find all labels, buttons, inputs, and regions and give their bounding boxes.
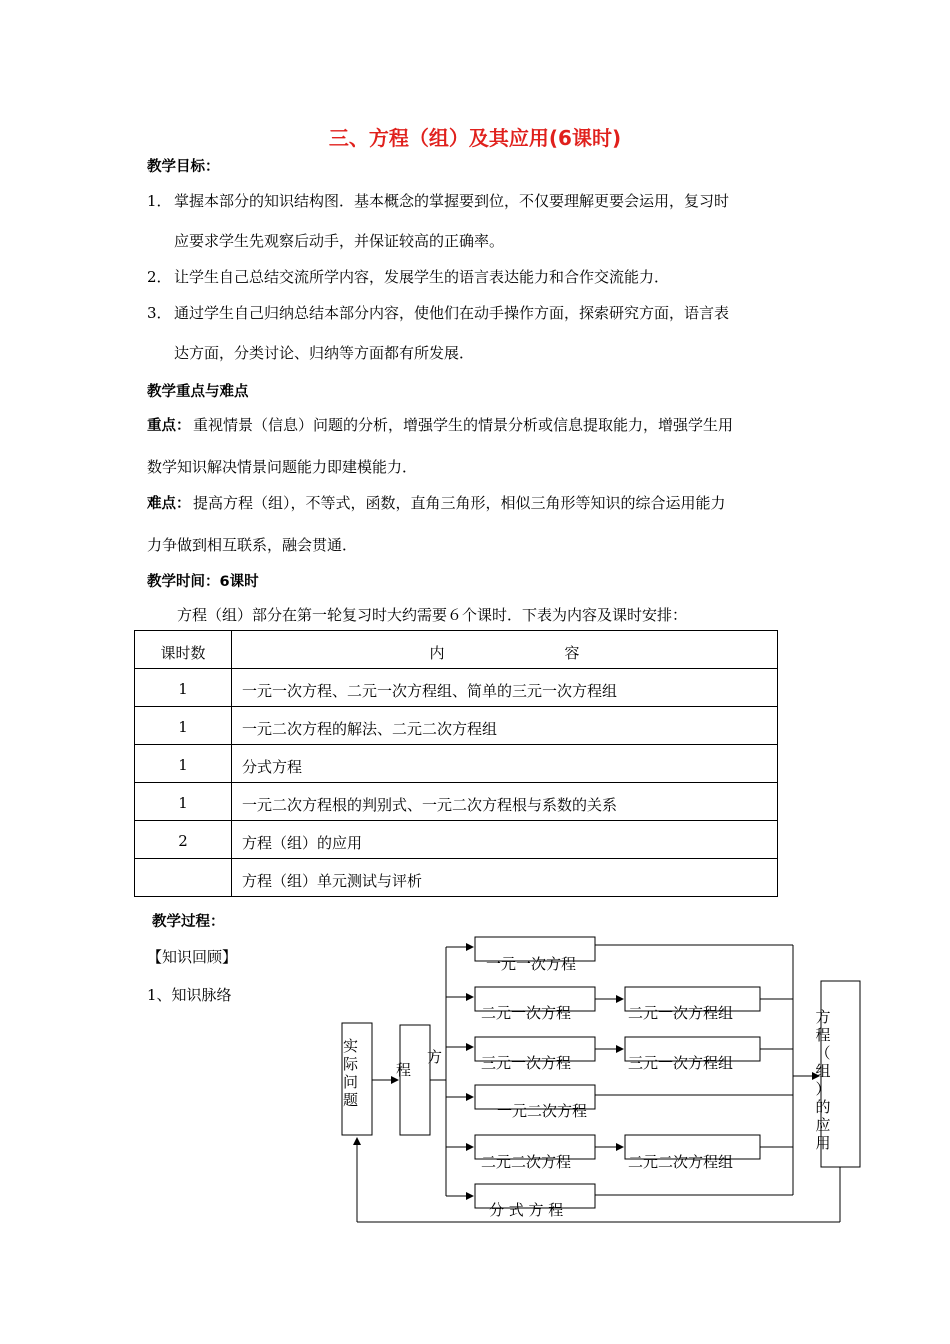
label-system-quadratic-two: 二元二次方程组 (628, 1153, 734, 1171)
row-count: 1 (135, 669, 232, 707)
label-quadratic-two: 二元二次方程 (481, 1153, 572, 1171)
row-content: 方程（组）单元测试与评析 (232, 859, 778, 897)
label-linear-one: 一元一次方程 (486, 955, 577, 973)
header-count: 课时数 (135, 631, 232, 669)
label-linear-three: 三元一次方程 (481, 1054, 572, 1072)
objective-3-number: 3． (147, 304, 172, 322)
objective-2-line1: 让学生自己总结交流所学内容，发展学生的语言表达能力和合作交流能力． (174, 268, 670, 286)
row-count: 2 (135, 821, 232, 859)
row-count: 1 (135, 745, 232, 783)
label-quadratic-one: 一元二次方程 (497, 1102, 588, 1120)
row-content: 一元一次方程、二元一次方程组、简单的三元一次方程组 (232, 669, 778, 707)
equation-box (400, 1025, 430, 1135)
focus-line2: 数学知识解决情景问题能力即建模能力． (147, 458, 418, 476)
difficulty-label: 难点： (147, 496, 191, 512)
label-linear-two: 二元一次方程 (481, 1004, 572, 1022)
row-count: 1 (135, 707, 232, 745)
objective-3-line2: 达方面，分类讨论、归纳等方面都有所发展． (174, 344, 475, 362)
focus-label: 重点： (147, 418, 191, 434)
objectives-heading: 教学目标： (147, 159, 220, 175)
row-content: 方程（组）的应用 (232, 821, 778, 859)
key-points-heading: 教学重点与难点 (147, 384, 249, 400)
fang-label: 方 (427, 1048, 443, 1066)
difficulty-line2: 力争做到相互联系，融会贯通． (147, 536, 358, 554)
review-heading: 【知识回顾】 (147, 948, 238, 966)
process-heading: 教学过程： (152, 914, 225, 930)
outline-heading: 1、知识脉络 (147, 986, 232, 1004)
time-heading: 教学时间：6课时 (147, 574, 259, 590)
row-count: 1 (135, 783, 232, 821)
objective-1-number: 1． (147, 192, 172, 210)
header-content-b: 容 (564, 644, 580, 662)
focus-line1: 重视情景（信息）问题的分析，增强学生的情景分析或信息提取能力，增强学生用 (193, 416, 734, 434)
objective-2-number: 2． (147, 268, 172, 286)
label-system-linear-three: 三元一次方程组 (628, 1054, 734, 1072)
objective-3-line1: 通过学生自己归纳总结本部分内容，使他们在动手操作方面，探索研究方面，语言表 (174, 304, 730, 322)
difficulty-line1: 提高方程（组），不等式，函数，直角三角形，相似三角形等知识的综合运用能力 (193, 494, 726, 512)
page-title: 三、方程（组）及其应用(6课时) (328, 126, 622, 150)
label-fractional: 分 式 方 程 (489, 1201, 564, 1219)
time-intro: 方程（组）部分在第一轮复习时大约需要６个课时．下表为内容及课时安排： (177, 606, 688, 624)
label-system-linear-two: 二元一次方程组 (628, 1004, 734, 1022)
objective-1-line2: 应要求学生先观察后动手，并保证较高的正确率。 (174, 232, 505, 250)
row-content: 一元二次方程的解法、二元二次方程组 (232, 707, 778, 745)
application-label: 方 程 （ 组 ） 的 应 用 (815, 1008, 831, 1152)
header-content-a: 内 (429, 644, 445, 662)
row-content: 分式方程 (232, 745, 778, 783)
cheng-label: 程 (396, 1061, 412, 1079)
real-problem-label: 实 际 问 题 (343, 1037, 359, 1109)
objective-1-line1: 掌握本部分的知识结构图．基本概念的掌握要到位，不仅要理解更要会运用，复习时 (174, 192, 730, 210)
row-content: 一元二次方程根的判别式、一元二次方程根与系数的关系 (232, 783, 778, 821)
